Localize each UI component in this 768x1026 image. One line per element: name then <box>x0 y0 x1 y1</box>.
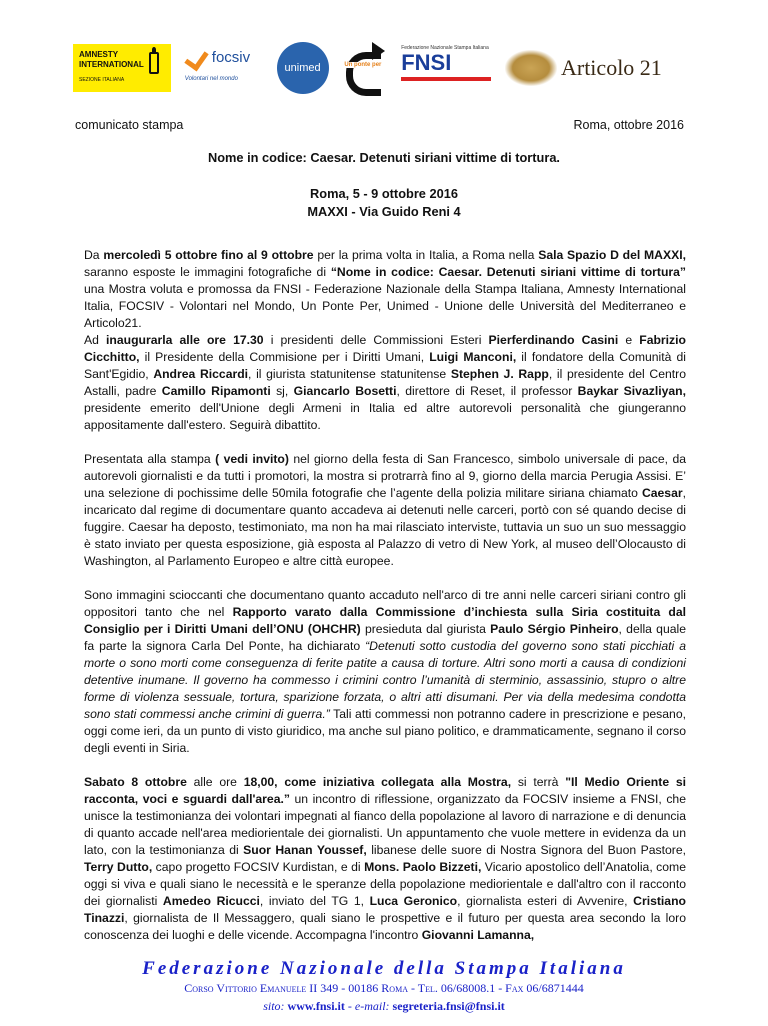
italic-quote: “Detenuti sotto custodia del governo sono stati picchiati a morte o sono morti come conseguenza di ferite patite a causa di torture. Altri sono morti a causa di condizioni detentive inumane. Il governo ha commesso i crimini contro l’umanità di sterminio, assassinio, stupro o altre forme di violenza sessuale, tortura, sparizione forzata, o altri atti disumani. Per via della medesima condotta sono stati commessi anche crimini di guerra.” <box>84 639 686 721</box>
un-ponte-per-logo <box>342 40 387 96</box>
fnsi-red-bar <box>401 77 491 81</box>
text-run: alle ore <box>186 775 244 789</box>
wheat-icon <box>505 50 557 86</box>
bold-text: Cristiano Tinazzi <box>84 894 686 925</box>
text-run: presieduta dal giurista <box>360 622 491 636</box>
articolo21-logo <box>505 46 705 90</box>
bold-text: "Il Medio Oriente si racconta, voci e sguardi dall'area.” <box>84 775 686 806</box>
bold-text: Rapporto varato dalla Commissione d’inchiesta sulla Siria costituita dal Consiglio per i Diritti Umani dell’ONU (OHCHR) <box>84 605 686 636</box>
bold-text: Fabrizio Cicchitto, <box>84 333 686 364</box>
page-title: Nome in codice: Caesar. Detenuti siriani vittime di tortura. <box>207 150 560 165</box>
text-run: per la prima volta in Italia, a Roma nella <box>313 248 539 262</box>
amnesty-logo-subtitle: SEZIONE ITALIANA <box>79 77 125 83</box>
partner-logos <box>73 40 705 96</box>
text-run: una Mostra voluta e promossa da FNSI - Federazione Nazionale della Stampa Italiana, Amnesty International Italia, FOCSIV - Volontari nel Mondo, Un Ponte Per, Unimed - Unione delle Università del Mediterraneo e Articolo21. <box>84 282 686 330</box>
bold-text: Pierferdinando Casini <box>488 333 619 347</box>
text-run: Sono immagini scioccanti che documentano quanto accaduto nell'arco di tre anni nelle carceri siriani contro gli oppositori tanto che nel <box>84 588 686 619</box>
text-run: Vicario apostolico dell’Anatolia, come oggi si viva e quali siano le necessità e le speranze della popolazione mediorientale e dall'altro con il racconto dei giornalisti <box>84 860 686 908</box>
bold-text: inaugurarla alle ore 17.30 <box>106 333 264 347</box>
footer-address: Corso Vittorio Emanuele II 349 - 00186 Roma - Tel. 06/68008.1 - Fax 06/6871444 <box>184 981 584 995</box>
site-label: sito: <box>263 999 285 1013</box>
text-run: e <box>618 333 640 347</box>
bold-text: mercoledì 5 ottobre fino al 9 ottobre <box>103 248 314 262</box>
event-venue: MAXXI - Via Guido Reni 4 <box>307 204 461 219</box>
separator: - <box>344 999 355 1013</box>
text-run: , della quale fa parte la signora Carla Del Ponte, ha dichiarato <box>84 622 687 653</box>
document-type: comunicato stampa <box>75 118 184 132</box>
bold-text: Sabato 8 ottobre <box>84 775 187 789</box>
paragraph <box>84 587 686 757</box>
bold-text: “Nome in codice: Caesar. Detenuti siriani vittime di tortura” <box>330 265 687 279</box>
unimed-logo <box>277 42 329 94</box>
bold-text: Stephen J. Rapp <box>450 367 549 381</box>
amnesty-logo-text-2: INTERNATIONAL <box>79 60 144 69</box>
text-run: , direttore di Reset, il professor <box>396 384 578 398</box>
email-link[interactable]: segreteria.fnsi@fnsi.it <box>392 999 505 1013</box>
text-run: , il presidente del Centro Astalli, padre <box>84 367 686 398</box>
text-run: capo progetto FOCSIV Kurdistan, e di <box>152 860 365 874</box>
bold-text: Luca Geronico <box>369 894 458 908</box>
text-run: , giornalista de Il Messaggero, quali siano le prospettive e il futuro per questa area secondo la loro conoscenza dei luoghi e delle vicende. Accompagna l'incontro <box>84 911 686 942</box>
event-info <box>0 185 768 221</box>
checkmark-icon <box>184 45 208 71</box>
amnesty-logo-text: AMNESTY <box>79 50 119 59</box>
bold-text: Caesar <box>641 486 683 500</box>
bold-text: Giancarlo Bosetti <box>293 384 397 398</box>
focsiv-logo-text: focsiv <box>211 49 251 66</box>
text-run: Da <box>84 248 104 262</box>
footer-organization: Federazione Nazionale della Stampa Italiana <box>142 958 626 979</box>
bold-text: Sala Spazio D del MAXXI, <box>538 248 687 262</box>
amnesty-logo <box>73 44 171 92</box>
text-run: i presidenti delle Commissioni Esteri <box>263 333 489 347</box>
email-label: e-mail: <box>354 999 390 1013</box>
bold-text: Giovanni Lamanna, <box>421 928 535 942</box>
fnsi-logo-text: FNSI <box>401 50 452 75</box>
articolo21-logo-text: Articolo 21 <box>560 55 662 80</box>
text-run: il Presidente della Commisione per i Diritti Umani, <box>139 350 430 364</box>
bold-text: Amedeo Ricucci <box>162 894 260 908</box>
bold-text: Suor Hanan Youssef, <box>243 843 367 857</box>
website-link[interactable]: www.fnsi.it <box>287 999 345 1013</box>
bold-text: 18,00, come iniziativa collegata alla Mostra, <box>243 775 512 789</box>
paragraph <box>84 332 686 434</box>
text-run: Tali atti commessi non potranno cadere in prescrizione e pesano, oggi come ieri, da un punto di visto giuridico, ma anche sul piano politico, e drammaticamente, segnano il corso degli eventi in Siria. <box>84 707 686 755</box>
bold-text: ( vedi invito) <box>215 452 289 466</box>
text-run: saranno esposte le immagini fotografiche di <box>84 265 331 279</box>
text-run: sj, <box>270 384 294 398</box>
focsiv-logo <box>185 46 263 90</box>
bold-text: Paulo Sérgio Pinheiro <box>490 622 619 636</box>
text-run: un incontro di riflessione, organizzato da FOCSIV insieme a FNSI, che unisce la testimonianza dei volontari impegnati al fianco della popolazione al lavoro di narrazione e di denuncia di quanto accade nell'area mediorientale dei giornalisti. Un appuntamento che vuole mettere in evidenza da un lato, con la testimonianza di <box>84 792 686 857</box>
paragraph <box>84 451 686 570</box>
text-run: Ad <box>84 333 107 347</box>
document-date: Roma, ottobre 2016 <box>573 118 684 132</box>
text-run: , giornalista esteri di Avvenire, <box>457 894 634 908</box>
document-meta <box>0 117 768 133</box>
text-run: , inviato del TG 1, <box>259 894 370 908</box>
paragraph <box>84 247 686 332</box>
bold-text: Andrea Riccardi <box>153 367 249 381</box>
candle-icon <box>149 52 159 74</box>
text-run: si terrà <box>511 775 566 789</box>
bold-text: Baykar Sivazliyan, <box>577 384 686 398</box>
letterhead-footer <box>0 958 768 1026</box>
text-run: , il giurista statunitense statunitense <box>248 367 451 381</box>
focsiv-tagline: Volontari nel mondo <box>184 76 238 82</box>
bold-text: Mons. Paolo Bizzeti, <box>364 860 482 874</box>
unimed-logo-text: unimed <box>284 62 321 74</box>
bold-text: Luigi Manconi, <box>429 350 517 364</box>
text-run: libanese delle suore di Nostra Signora del Buon Pastore, <box>366 843 686 857</box>
fnsi-logo <box>401 45 491 91</box>
ponte-logo-text: Un ponte per <box>344 62 382 68</box>
footer-contacts <box>0 996 768 1016</box>
bold-text: Camillo Ripamonti <box>161 384 271 398</box>
arrow-icon <box>372 42 385 60</box>
text-run: nel giorno della festa di San Francesco, simbolo universale di pace, da autorevoli giornalisti e da tutti i promotori, la mostra si protrarrà fino al 9, giorno della marcia Perugia Assisi. E’ una selezione di pochissime delle 50mila fotografie che l’agente della polizia militare siriana chiamato <box>84 452 686 500</box>
fnsi-logo-caption: Federazione Nazionale Stampa Italiana <box>401 45 489 51</box>
text-run: il fondatore della Comunità di Sant'Egidio, <box>84 350 686 381</box>
text-run: presidente emerito dell'Unione degli Armeni in Italia ed altre autorevoli personalità che giungeranno appositamente dall'estero. Seguirà dibattito. <box>84 401 686 432</box>
paragraph <box>84 774 686 944</box>
event-dates: Roma, 5 - 9 ottobre 2016 <box>310 186 458 201</box>
text-run: Presentata alla stampa <box>84 452 216 466</box>
bold-text: Terry Dutto, <box>84 860 153 874</box>
press-release-body <box>0 247 768 944</box>
text-run: , incaricato dal regime di documentare quanto accadeva ai detenuti nelle carceri, portò con sé quando decise di fuggire. Caesar ha deposto, testimoniato, ma non ha mai rilasciato interviste, tuttavia un suo un suo messaggio è stato inviato per questa esposizione, già esposta al Palazzo di vetro di New York, al museo dell’Olocausto di Washington, al Parlamento Europeo e altre città europee. <box>84 486 686 568</box>
